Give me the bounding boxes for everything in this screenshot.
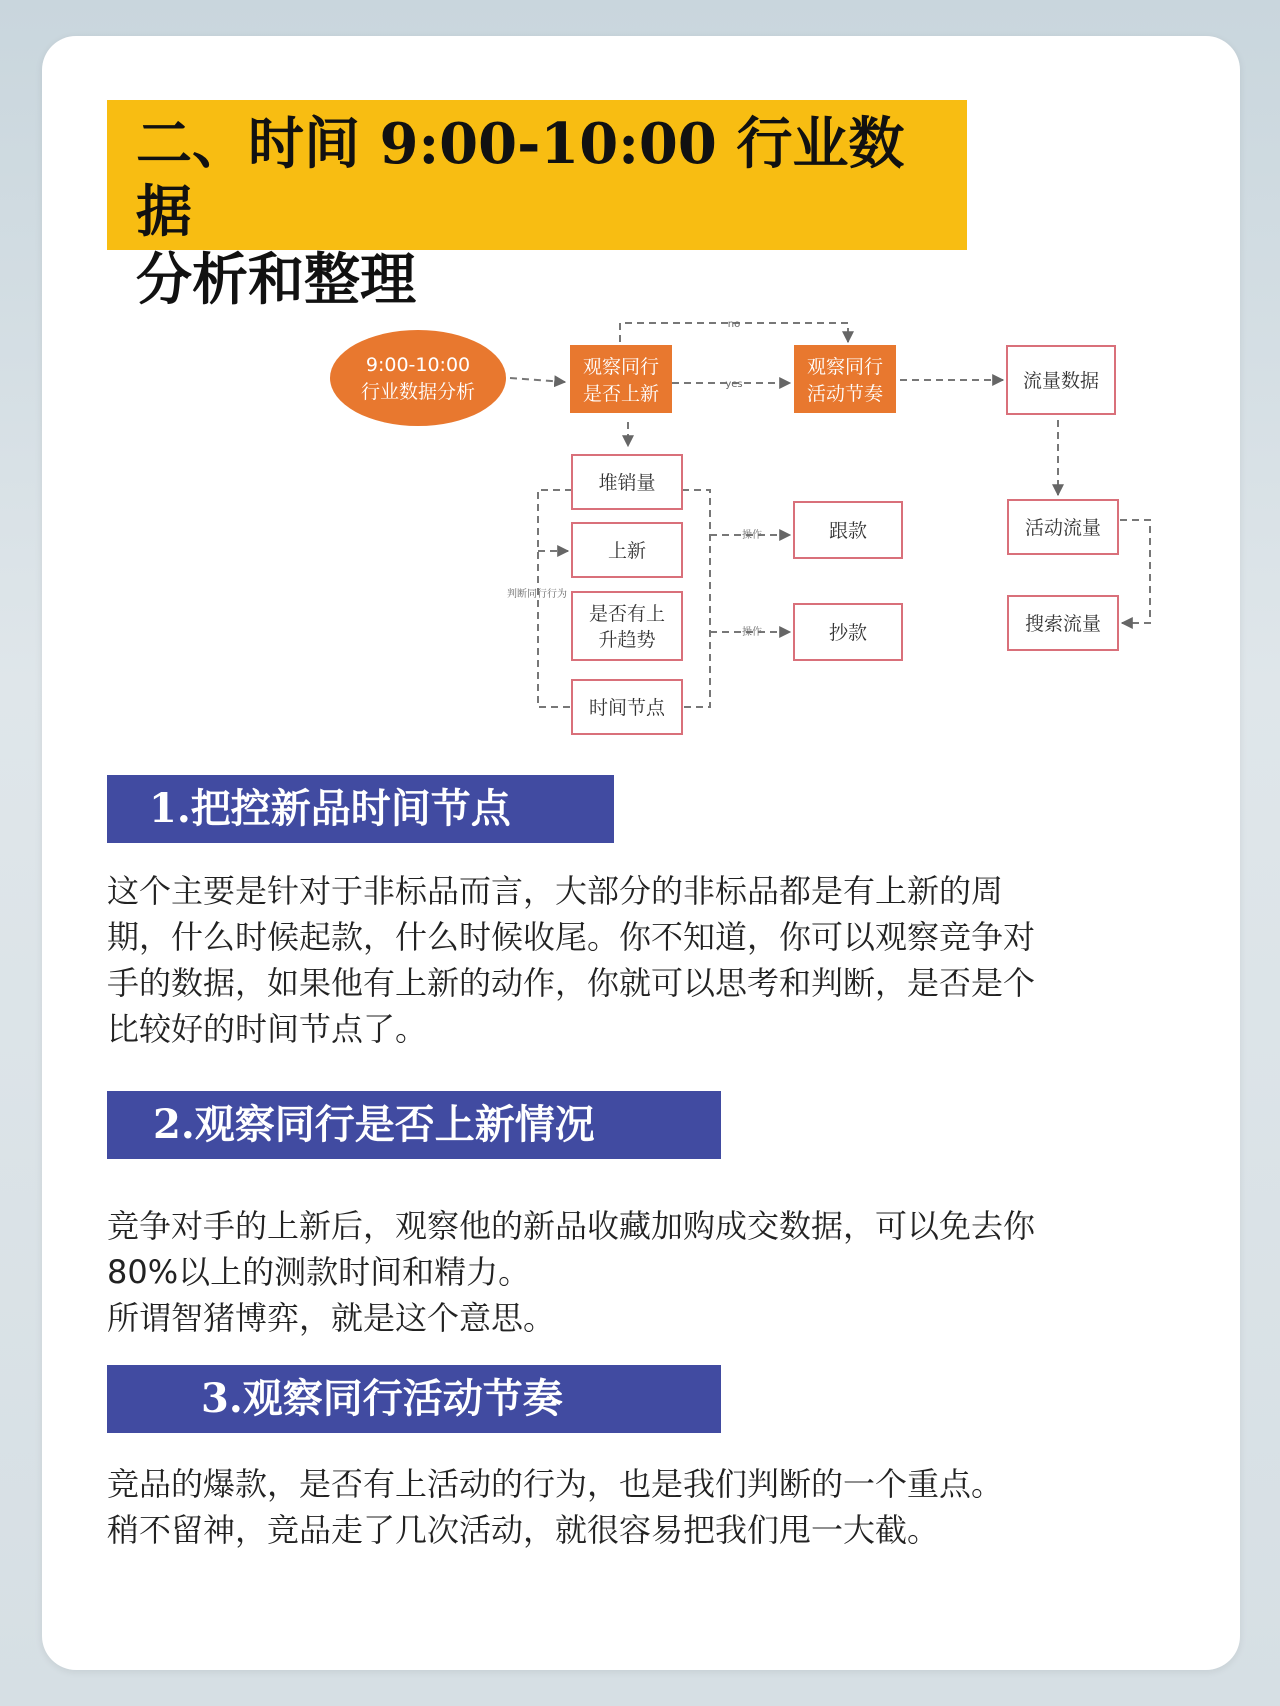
- label-operate-2: 操作: [742, 627, 762, 638]
- title-line-1: 二、时间 9:00-10:00 行业数据: [136, 111, 905, 245]
- label-no: no: [727, 319, 741, 330]
- section-1-line-3: 手的数据，如果他有上新的动作，你就可以思考和判断，是否是个: [107, 964, 1036, 1002]
- edge-activity-to-search: [1120, 520, 1150, 623]
- section-2-line-1: 竞争对手的上新后，观察他的新品收藏加购成交数据，可以免去你: [107, 1207, 1036, 1245]
- start-line-1: 9:00-10:00: [365, 354, 471, 376]
- judge-label: 判断同行行为: [507, 589, 567, 600]
- observe-activity-line-1: 观察同行: [806, 356, 884, 378]
- flow-diagram: [0, 0, 1280, 760]
- title-line-2: 分析和整理: [136, 247, 416, 313]
- traffic-data-label: 流量数据: [1022, 370, 1100, 392]
- section-3-line-1: 竞品的爆款，是否有上活动的行为，也是我们判断的一个重点。: [107, 1465, 1004, 1503]
- section-2-heading: 2.观察同行是否上新情况: [107, 1091, 721, 1159]
- label-yes: yes: [725, 379, 743, 390]
- time-node-label: 时间节点: [588, 697, 666, 719]
- observe-new-line-2: 是否上新: [582, 383, 660, 405]
- section-1-line-4: 比较好的时间节点了。: [107, 1010, 428, 1048]
- section-3-body: [107, 1461, 1167, 1553]
- edge-right-bracket: [682, 490, 710, 707]
- section-1-line-2: 期，什么时候起款，什么时候收尾。你不知道，你可以观察竞争对: [107, 918, 1036, 956]
- trend-line-2: 升趋势: [598, 629, 656, 651]
- observe-new-line-1: 观察同行: [582, 356, 660, 378]
- copy-style-label: 抄款: [828, 622, 868, 644]
- section-1-body: [107, 868, 1167, 1052]
- follow-style-label: 跟款: [828, 520, 868, 542]
- stack-sales-label: 堆销量: [598, 472, 656, 494]
- new-arrival-label: 上新: [607, 540, 647, 562]
- trend-line-1: 是否有上: [588, 603, 666, 625]
- section-1-line-1: 这个主要是针对于非标品而言，大部分的非标品都是有上新的周: [107, 872, 1004, 910]
- section-2-line-2: 80%以上的测款时间和精力。: [107, 1253, 531, 1291]
- section-3-heading: 3.观察同行活动节奏: [107, 1365, 721, 1433]
- section-2-body: [107, 1203, 1167, 1341]
- start-line-2: 行业数据分析: [360, 381, 476, 403]
- observe-activity-line-2: 活动节奏: [806, 383, 884, 405]
- section-3-line-2: 稍不留神，竞品走了几次活动，就很容易把我们甩一大截。: [107, 1511, 940, 1549]
- search-traffic-label: 搜索流量: [1024, 613, 1102, 635]
- start-node: [330, 330, 506, 426]
- section-2-line-3: 所谓智猪博弈，就是这个意思。: [107, 1299, 556, 1337]
- activity-traffic-label: 活动流量: [1024, 517, 1102, 539]
- label-operate-1: 操作: [742, 530, 762, 541]
- edge-start-to-observe-new: [510, 378, 565, 382]
- section-1-heading: 1.把控新品时间节点: [107, 775, 614, 843]
